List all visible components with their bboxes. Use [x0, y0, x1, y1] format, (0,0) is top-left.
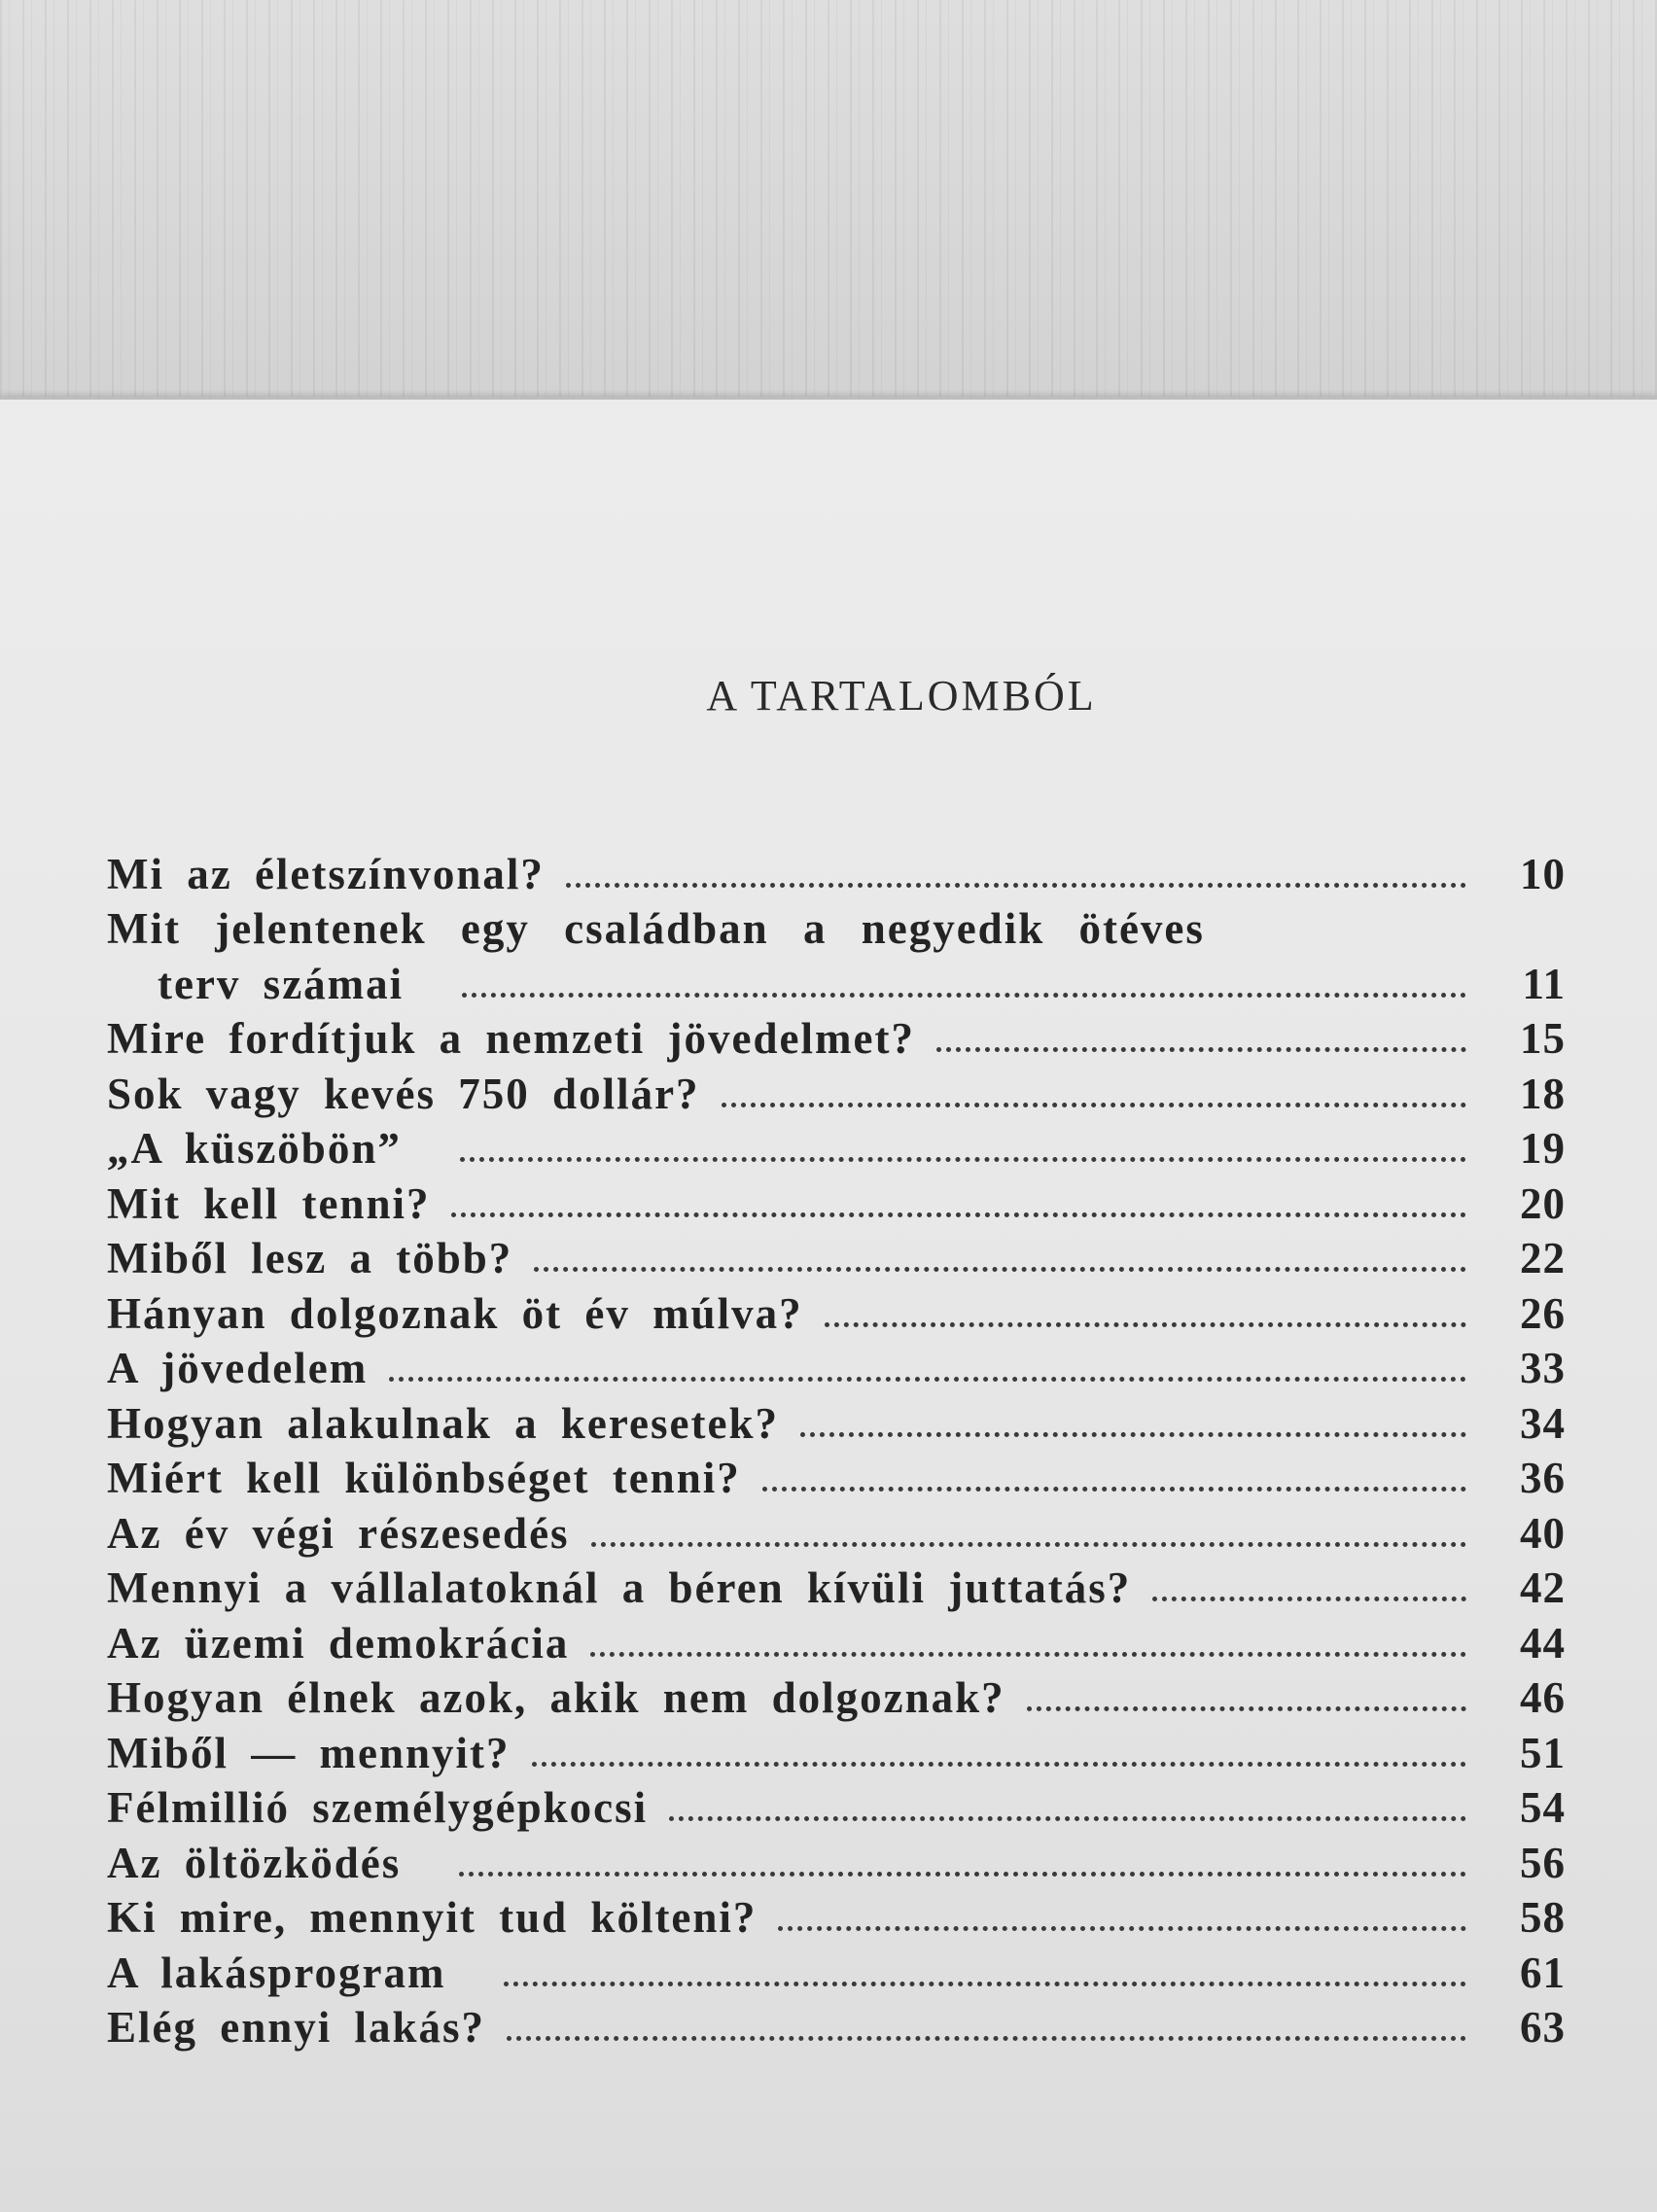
dot-leader: [722, 1103, 1466, 1107]
toc-entry: [107, 1888, 1566, 1944]
toc-page-number: 19: [1520, 1124, 1566, 1173]
dot-leader: [532, 1762, 1466, 1767]
toc-entry: [107, 1723, 1566, 1778]
dot-leader: [590, 1652, 1466, 1657]
toc-entry-title: Félmillió személygépkocsi: [107, 1783, 649, 1832]
toc-entry: [107, 1943, 1566, 1998]
toc-page-number: 56: [1520, 1838, 1566, 1887]
toc-entry: [107, 1613, 1566, 1668]
toc-entry: [107, 1229, 1566, 1284]
toc-entry: [107, 1668, 1566, 1724]
toc-entry-title: Sok vagy kevés 750 dollár?: [107, 1069, 700, 1118]
toc-entry-title: Miből lesz a több?: [107, 1234, 513, 1282]
dot-leader: [762, 1487, 1466, 1492]
toc-entry-title: Mit kell tenni?: [107, 1178, 431, 1228]
toc-entry-title: „A küszöbön”: [107, 1124, 402, 1173]
dot-leader: [591, 1542, 1466, 1547]
dot-leader: [566, 883, 1466, 888]
toc-entry-title: Ki mire, mennyit tud költeni?: [107, 1893, 758, 1942]
toc-entry-title: Elég ennyi lakás?: [107, 2003, 486, 2052]
dot-leader: [1027, 1706, 1466, 1711]
dot-leader: [504, 1982, 1466, 1986]
toc-entry: [107, 1778, 1566, 1834]
dot-leader: [451, 1212, 1466, 1217]
dot-leader: [800, 1432, 1466, 1437]
dot-leader: [936, 1047, 1466, 1052]
toc-page-number: 63: [1520, 2003, 1566, 2052]
toc-page-number: 34: [1520, 1398, 1566, 1448]
dot-leader: [462, 993, 1466, 998]
toc-entry-title-continuation: terv számai: [158, 959, 405, 1008]
dot-leader: [459, 1872, 1466, 1877]
toc-page-number: 42: [1520, 1563, 1566, 1612]
toc-entry: [107, 1393, 1566, 1449]
toc-page-number: 61: [1520, 1948, 1566, 1997]
toc-entry-title: A jövedelem: [107, 1344, 369, 1392]
toc-page-number: 46: [1520, 1673, 1566, 1722]
dot-leader: [534, 1267, 1466, 1272]
toc-entry: [107, 1119, 1566, 1175]
toc-page-number: 33: [1520, 1344, 1566, 1392]
toc-entry: [107, 1174, 1566, 1229]
toc-entry-title: Hogyan alakulnak a keresetek?: [107, 1398, 779, 1448]
toc-entry-title: Miből — mennyit?: [107, 1728, 511, 1777]
toc-entry-title: Hogyan élnek azok, akik nem dolgoznak?: [107, 1673, 1005, 1722]
toc-entry-title: Mi az életszínvonal?: [107, 849, 545, 898]
toc-entry-title: Mennyi a vállalatoknál a béren kívüli juttatás?: [107, 1563, 1132, 1612]
toc-page-number: 51: [1520, 1728, 1566, 1777]
toc-entry-title: Miért kell különbséget tenni?: [107, 1454, 741, 1502]
toc-page-number: 10: [1520, 849, 1566, 898]
toc-entry-title: A lakásprogram: [107, 1948, 446, 1997]
toc-entry-title: Az öltözködés: [107, 1838, 402, 1887]
toc-entry-title: Az év végi részesedés: [107, 1508, 570, 1558]
toc-page-number: 11: [1522, 959, 1566, 1008]
toc-page-number: 15: [1520, 1014, 1566, 1063]
toc-entry: [107, 1998, 1566, 2054]
toc-entry: [107, 1283, 1566, 1339]
toc-entry-title: Az üzemi demokrácia: [107, 1618, 570, 1668]
dot-leader: [460, 1157, 1466, 1162]
toc-page-number: 58: [1520, 1893, 1566, 1942]
toc-page-number: 18: [1520, 1069, 1566, 1118]
toc-entry: [107, 1064, 1566, 1119]
background-surface: [0, 0, 1657, 408]
dot-leader: [507, 2036, 1466, 2041]
toc-page-number: 40: [1520, 1508, 1566, 1558]
toc-entry: [107, 1559, 1566, 1614]
dot-leader: [389, 1377, 1466, 1382]
page-title: A TARTALOMBÓL: [706, 672, 1097, 720]
toc-page-number: 20: [1520, 1178, 1566, 1228]
toc-entry: [107, 1449, 1566, 1504]
toc-entry: [107, 1833, 1566, 1888]
toc-entry-title: Mire fordítjuk a nemzeti jövedelmet?: [107, 1014, 915, 1063]
toc-page-number: 54: [1520, 1783, 1566, 1832]
dot-leader: [778, 1926, 1466, 1931]
toc-entry: [107, 844, 1566, 899]
toc-entry: [107, 899, 1566, 1009]
toc-entry: [107, 1009, 1566, 1065]
toc-page-number: 36: [1520, 1454, 1566, 1502]
toc-entry: [107, 1503, 1566, 1559]
table-of-contents: [107, 844, 1566, 2053]
toc-page-number: 26: [1520, 1288, 1566, 1338]
toc-entry-title: Hányan dolgoznak öt év múlva?: [107, 1288, 803, 1338]
dot-leader: [669, 1816, 1466, 1821]
toc-page-number: 44: [1520, 1618, 1566, 1668]
toc-page-number: 22: [1520, 1234, 1566, 1282]
toc-entry: [107, 1339, 1566, 1394]
toc-entry-title: Mit jelentenek egy családban a negyedik ötéves: [107, 904, 1205, 953]
dot-leader: [825, 1322, 1466, 1327]
dot-leader: [1152, 1597, 1466, 1601]
